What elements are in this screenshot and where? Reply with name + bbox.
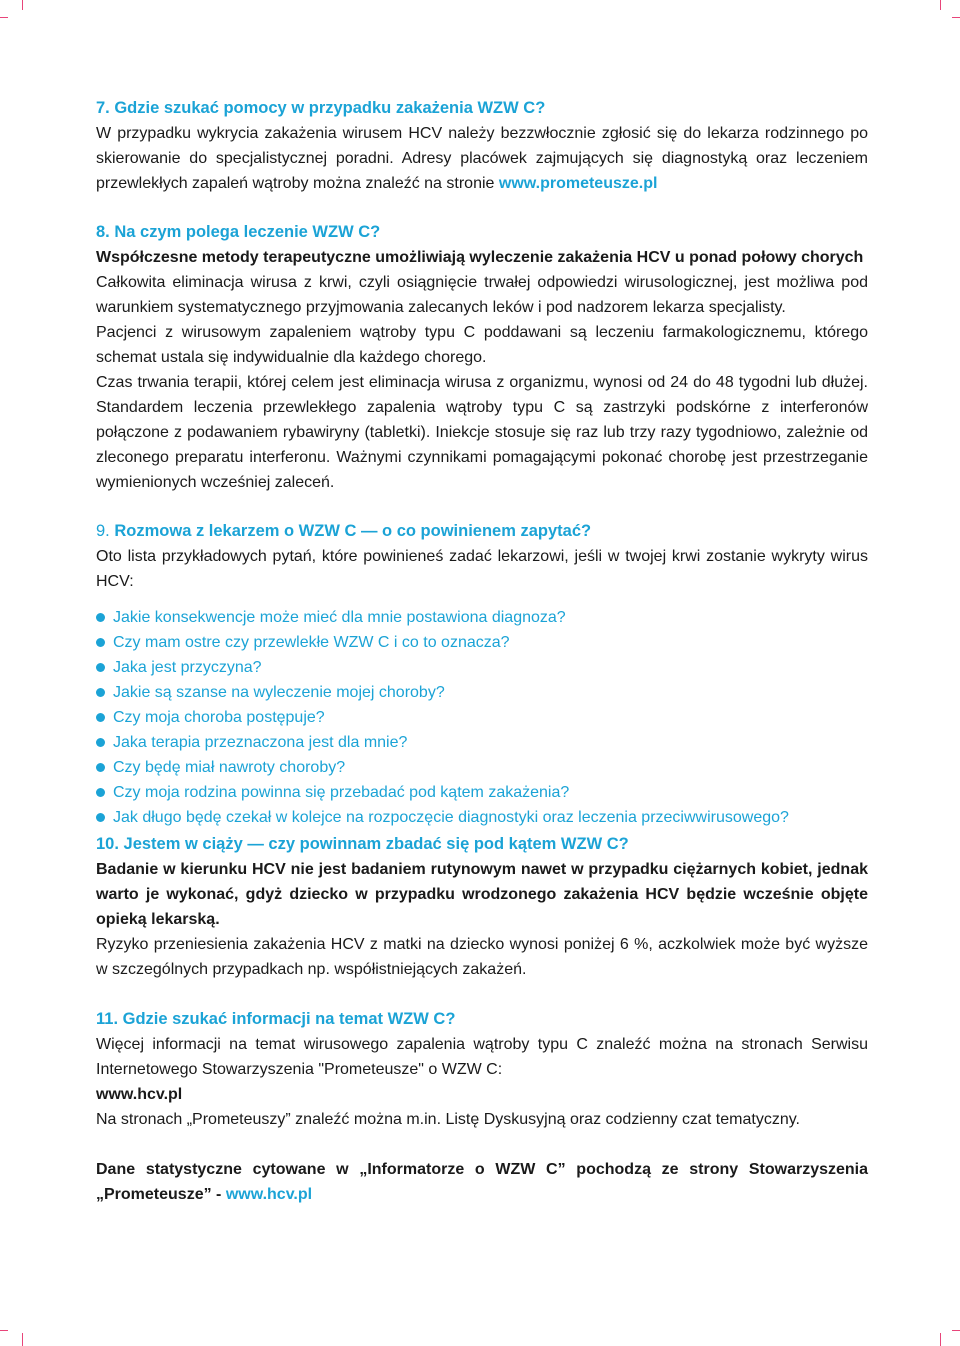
section-9-number: 9. <box>96 522 110 540</box>
section-10-text: Ryzyko przeniesienia zakażenia HCV z matki na dziecko wynosi poniżej 6 %, aczkolwiek może być wyższe w szczególnych przypadkach np. współistniejących zakażeń. <box>96 936 868 978</box>
section-7 <box>96 96 868 196</box>
crop-mark-top-right <box>940 0 941 10</box>
crop-mark-bottom-right <box>940 1333 941 1346</box>
section-11-text: Więcej informacji na temat wirusowego zapalenia wątroby typu C znaleźć można na stronach Serwisu Internetowego Stowarzyszenia "Prometeusze" o WZW C: <box>96 1036 868 1078</box>
hcv-link[interactable]: www.hcv.pl <box>96 1086 183 1103</box>
list-item: Jaka jest przyczyna? <box>96 655 868 680</box>
footer-note <box>96 1157 868 1207</box>
prometeusze-link[interactable]: www.prometeusze.pl <box>498 175 658 192</box>
list-item: Jaka terapia przeznaczona jest dla mnie? <box>96 730 868 755</box>
document-page <box>96 0 868 1346</box>
section-11 <box>96 1007 868 1132</box>
footer-hcv-link[interactable]: www.hcv.pl <box>225 1186 313 1203</box>
question-list <box>96 605 868 830</box>
list-item: Czy będę miał nawroty choroby? <box>96 755 868 780</box>
section-8-paragraph-2: Pacjenci z wirusowym zapaleniem wątroby typu C poddawani są leczeniu farmakologicznemu, którego schemat ustala się indywidualnie dla każdego chorego. <box>96 324 868 366</box>
bullet-icon <box>96 613 105 622</box>
crop-mark-right-bottom <box>952 1330 960 1331</box>
crop-mark-left-bottom <box>0 1330 8 1331</box>
section-10-lead: Badanie w kierunku HCV nie jest badaniem rutynowym nawet w przypadku ciężarnych kobiet, jednak warto je wykonać, gdyż dziecko w przypadku wrodzonego zakażenia HCV będzie wcześnie objęte opieką lekarską. <box>96 861 868 928</box>
list-item: Czy moja choroba postępuje? <box>96 705 868 730</box>
bullet-icon <box>96 813 105 822</box>
section-8-paragraph-1: Całkowita eliminacja wirusa z krwi, czyli osiągnięcie trwałej odpowiedzi wirusologicznej, jest możliwa pod warunkiem systematycznego przyjmowania zalecanych leków i pod nadzorem lekarza specjalisty. <box>96 274 868 316</box>
section-8-paragraph-3: Czas trwania terapii, której celem jest eliminacja wirusa z organizmu, wynosi od 24 do 48 tygodni lub dłużej. Standardem leczenia przewlekłego zapalenia wątroby typu C są zastrzyki podskórne z interferonów połączone z podawaniem rybawiryny (tabletki). Iniekcje stosuje się raz lub trzy razy tygodniowo, zależnie od zleconego preparatu interferonu. Ważnymi czynnikami pomagającymi pokonać chorobę jest przestrzeganie wymienionych wcześniej zaleceń. <box>96 374 868 491</box>
crop-mark-bottom-left <box>22 1333 23 1346</box>
section-11-heading: 11. Gdzie szukać informacji na temat WZW C? <box>96 1010 456 1028</box>
section-9-intro: Oto lista przykładowych pytań, które powinieneś zadać lekarzowi, jeśli w twojej krwi zostanie wykryty wirus HCV: <box>96 548 868 590</box>
section-8-heading: 8. Na czym polega leczenie WZW C? <box>96 223 381 241</box>
list-item: Jak długo będę czekał w kolejce na rozpoczęcie diagnostyki oraz leczenia przeciwwirusowego? <box>96 805 868 830</box>
section-8-lead: Współczesne metody terapeutyczne umożliwiają wyleczenie zakażenia HCV u ponad połowy chorych <box>96 249 864 266</box>
bullet-icon <box>96 688 105 697</box>
list-item: Jakie konsekwencje może mieć dla mnie postawiona diagnoza? <box>96 605 868 630</box>
section-10-heading: 10. Jestem w ciąży — czy powinnam zbadać się pod kątem WZW C? <box>96 835 629 853</box>
list-item: Jakie są szanse na wyleczenie mojej choroby? <box>96 680 868 705</box>
section-7-heading: 7. Gdzie szukać pomocy w przypadku zakażenia WZW C? <box>96 99 546 117</box>
bullet-icon <box>96 638 105 647</box>
crop-mark-left-top <box>0 17 8 18</box>
section-8 <box>96 220 868 495</box>
bullet-icon <box>96 713 105 722</box>
bullet-icon <box>96 763 105 772</box>
section-7-text: W przypadku wykrycia zakażenia wirusem HCV należy bezzwłocznie zgłosić się do lekarza rodzinnego po skierowanie do specjalistycznej poradni. Adresy placówek zajmujących się diagnostyką oraz leczeniem przewlekłych zapaleń wątroby można znaleźć na stronie www.prometeusze.pl <box>96 125 868 192</box>
list-item: Czy mam ostre czy przewlekłe WZW C i co to oznacza? <box>96 630 868 655</box>
bullet-icon <box>96 788 105 797</box>
list-item: Czy moja rodzina powinna się przebadać pod kątem zakażenia? <box>96 780 868 805</box>
section-9 <box>96 519 868 830</box>
footer-text: Dane statystyczne cytowane w „Informatorze o WZW C” pochodzą ze strony Stowarzyszenia „Prometeusze” - www.hcv.pl <box>96 1161 868 1203</box>
bullet-icon <box>96 738 105 747</box>
section-11-text-2: Na stronach „Prometeuszy” znaleźć można m.in. Listę Dyskusyjną oraz codzienny czat tematyczny. <box>96 1111 800 1128</box>
section-9-heading: 9. Rozmowa z lekarzem o WZW C — o co powinienem zapytać? <box>96 522 592 540</box>
section-10 <box>96 832 868 982</box>
crop-mark-right-top <box>952 17 960 18</box>
bullet-icon <box>96 663 105 672</box>
crop-mark-top-left <box>22 0 23 10</box>
